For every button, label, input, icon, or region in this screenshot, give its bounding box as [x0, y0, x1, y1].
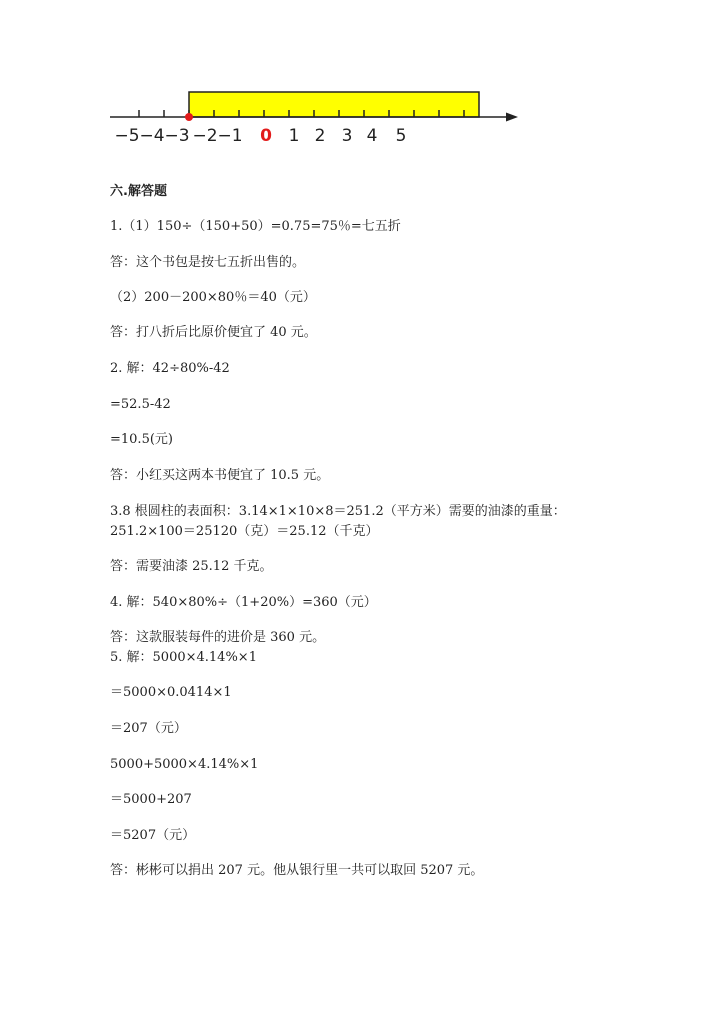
answer-line: （2）200－200×80％＝40（元）: [110, 290, 316, 305]
answer-line: 答：需要油漆 25.12 千克。: [110, 559, 273, 574]
number-line-label: 1: [288, 126, 300, 146]
answer-line: 2. 解：42÷80%-42: [110, 361, 230, 376]
answer-line: 1.（1）150÷（150+50）=0.75=75％=七五折: [110, 219, 401, 234]
answer-line: ＝207（元）: [110, 721, 187, 736]
number-line-label: −2: [192, 126, 218, 146]
number-line-label: 3: [341, 126, 353, 146]
number-line-label: −5: [114, 126, 140, 146]
answer-line: 5000+5000×4.14%×1: [110, 757, 259, 772]
answer-line: ＝5207（元）: [110, 828, 196, 843]
section-heading: 六.解答题: [110, 184, 167, 199]
number-line-figure: [100, 80, 530, 150]
answer-line: 答：打八折后比原价便宜了 40 元。: [110, 325, 317, 340]
answer-line: 答：小红买这两本书便宜了 10.5 元。: [110, 468, 330, 483]
number-line-start-point: [185, 113, 193, 121]
answer-line: 答：彬彬可以捐出 207 元。他从银行里一共可以取回 5207 元。: [110, 863, 484, 878]
answer-line: =52.5-42: [110, 397, 171, 412]
answer-line: 答：这款服装每件的进价是 360 元。: [110, 630, 326, 645]
number-line-label: 4: [366, 126, 378, 146]
number-line-label: 2: [314, 126, 326, 146]
number-line-arrow-icon: [506, 113, 518, 122]
number-line-label: 0: [260, 126, 272, 146]
answer-line: 251.2×100＝25120（克）＝25.12（千克）: [110, 524, 379, 539]
answer-line: 4. 解：540×80%÷（1+20%）=360（元）: [110, 595, 377, 610]
number-line-label: −1: [217, 126, 243, 146]
answer-line: 答：这个书包是按七五折出售的。: [110, 255, 306, 270]
answer-line: ＝5000×0.0414×1: [110, 685, 232, 700]
answer-line: 3.8 根圆柱的表面积：3.14×1×10×8＝251.2（平方米）需要的油漆的重量：: [110, 504, 566, 519]
answer-line: =10.5(元): [110, 432, 173, 447]
number-line-label: 5: [395, 126, 407, 146]
answer-line: ＝5000+207: [110, 792, 192, 807]
answer-line: 5. 解：5000×4.14%×1: [110, 650, 257, 665]
number-line-label: −4: [139, 126, 165, 146]
number-line-highlight-region: [189, 92, 479, 117]
number-line-label: −3: [164, 126, 190, 146]
